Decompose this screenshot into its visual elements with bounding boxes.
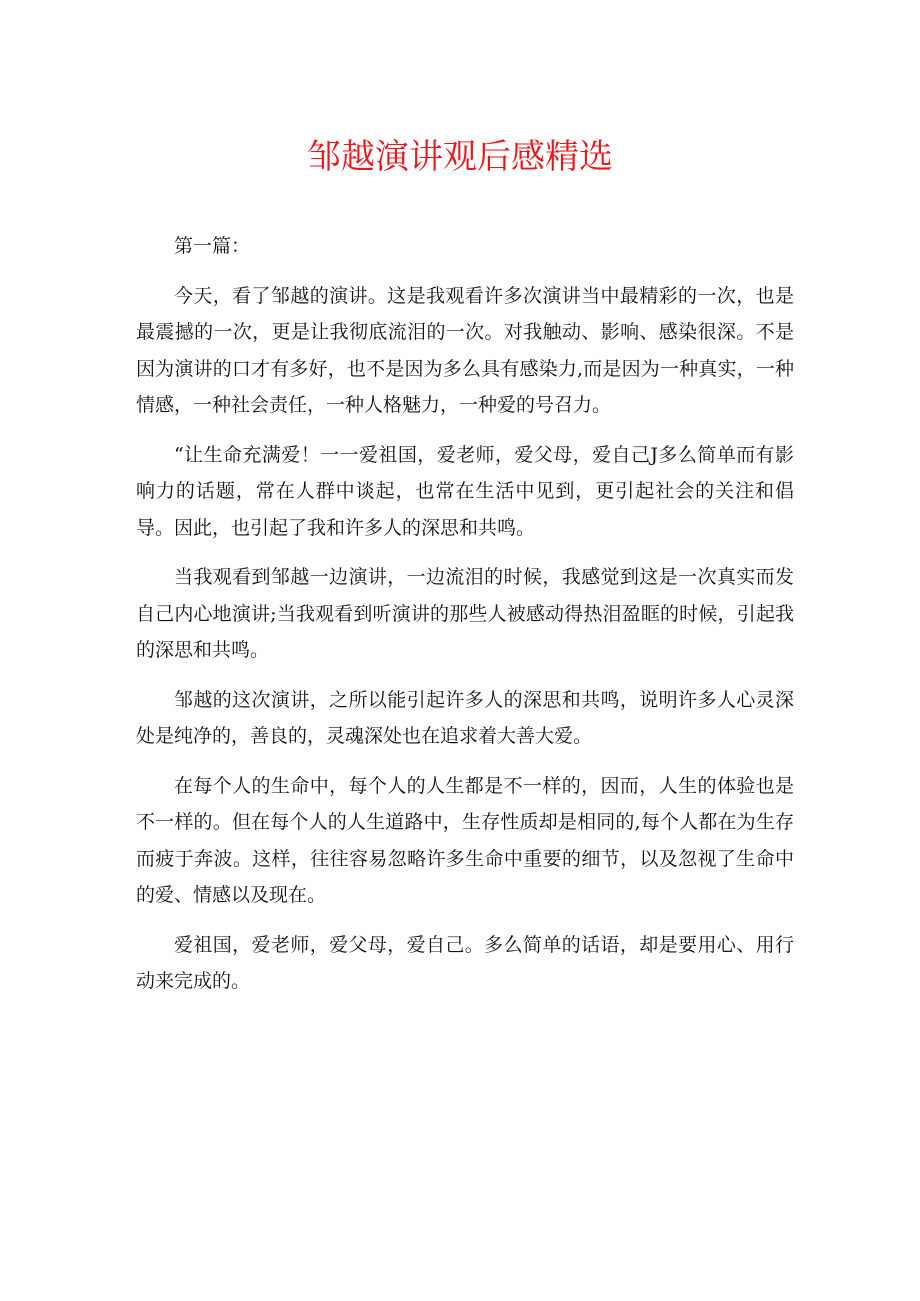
paragraph-3: 当我观看到邹越一边演讲，一边流泪的时候，我感觉到这是一次真实而发自己内心地演讲;当我观看到听演讲的那些人被感动得热泪盈眶的时候，引起我的深思和共鸣。 (136, 566, 794, 661)
paragraph-6: 爱祖国，爱老师，爱父母，爱自己。多么简单的话语，却是要用心、用行动来完成的。 (136, 933, 794, 992)
paragraph-1: 今天，看了邹越的演讲。这是我观看许多次演讲当中最精彩的一次，也是最震撼的一次，更是让我彻底流泪的一次。对我触动、影响、感染很深。不是因为演讲的口才有多好，也不是因为多么具有感染力,而是因为一种真实，一种情感，一种社会责任，一种人格魅力，一种爱的号召力。 (136, 284, 794, 416)
paragraph-5: 在每个人的生命中，每个人的人生都是不一样的，因而，人生的体验也是不一样的。但在每个人的人生道路中，生存性质却是相同的,每个人都在为生存而疲于奔波。这样，往往容易忽略许多生命中重要的细节，以及忽视了生命中的爱、情感以及现在。 (136, 774, 794, 906)
document-title: 邹越演讲观后感精选 (307, 137, 613, 177)
section-heading: 第一篇： (174, 235, 251, 257)
document-body (136, 228, 794, 1000)
paragraph-4: 邹越的这次演讲，之所以能引起许多人的深思和共鸣，说明许多人心灵深处是纯净的，善良的，灵魂深处也在追求着大善大爱。 (136, 688, 794, 747)
paragraph-2: “让生命充满爱！一一爱祖国，爱老师，爱父母，爱自己J多么简单而有影响力的话题，常在人群中谈起，也常在生活中见到，更引起社会的关注和倡导。因此，也引起了我和许多人的深思和共鸣。 (136, 443, 794, 539)
